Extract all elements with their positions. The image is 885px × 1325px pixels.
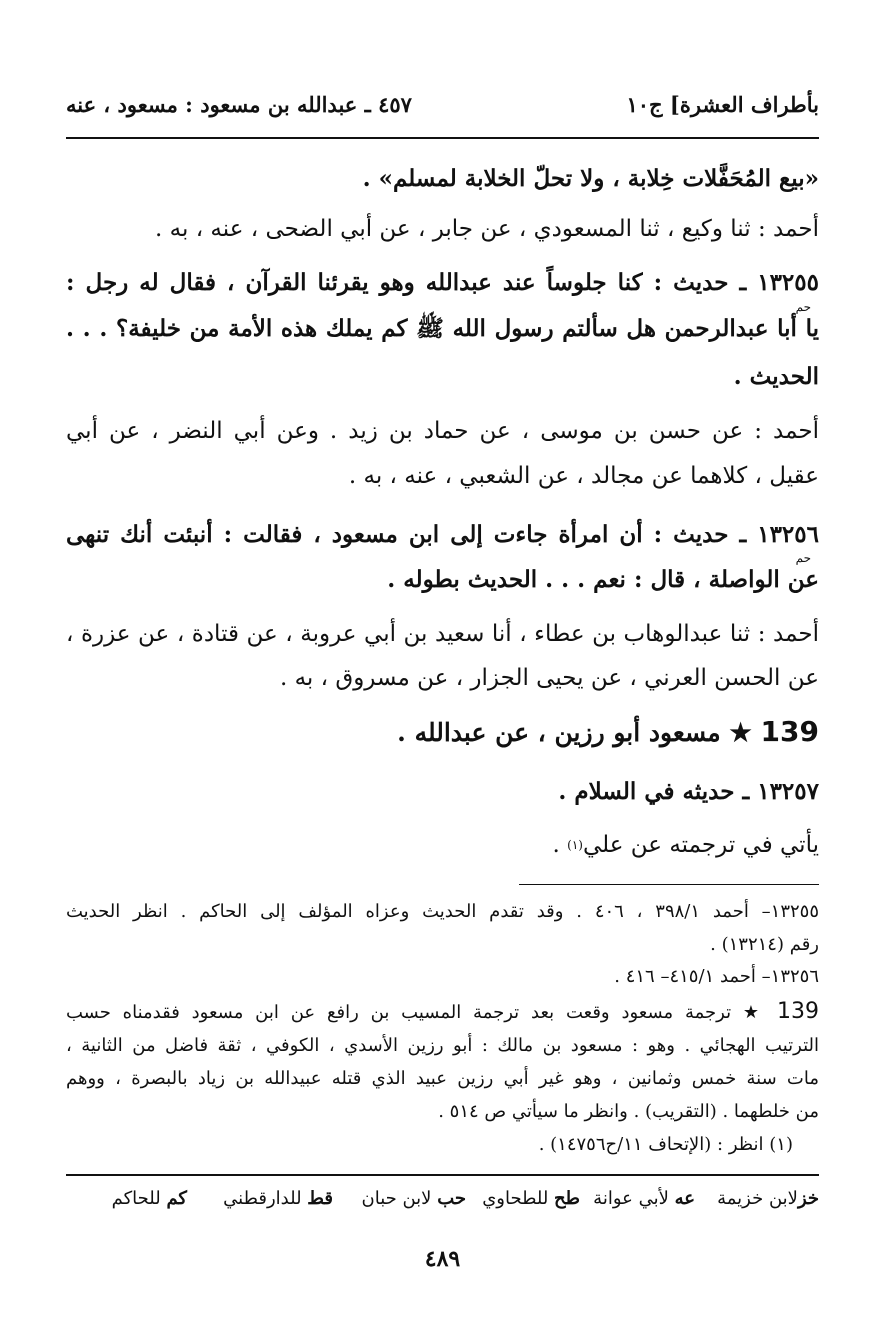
source-line: أحمد : عن حسن بن موسى ، عن حماد بن زيد . وعن أبي النضر ، عن أبي (66, 418, 819, 444)
header-section-title: ٤٥٧ ـ عبدالله بن مسعود : مسعود ، عنه (66, 92, 412, 117)
abbr-item (717, 1188, 819, 1209)
footnote-13255: ١٣٢٥٥– أحمد ٣٩٨/١ ، ٤٠٦ . وقد تقدم الحديث وعزاه المؤلف إلى الحاكم . انظر الحديث (66, 901, 819, 922)
abbr-desc: لابن حبان (361, 1188, 432, 1209)
narrator-entry-139 (66, 712, 819, 752)
abbr-key: عه (674, 1188, 695, 1209)
star-icon: ★ (729, 718, 752, 747)
narrator-name: مسعود أبو رزين ، عن عبدالله . (397, 718, 721, 747)
hadith-13256-line2: عن الواصلة ، قال : نعم . . . الحديث بطوله . (387, 566, 819, 593)
source-line: أحمد : ثنا عبدالوهاب بن عطاء ، أنا سعيد بن أبي عروبة ، عن قتادة ، عن عزرة ، (66, 621, 819, 647)
footnote-13256: ١٣٢٥٦– أحمد ٤١٥/١– ٤١٦ . (614, 966, 819, 987)
abbr-desc: للحاكم (111, 1188, 161, 1209)
footnote-139-cont: مات سنة خمس وثمانين ، وهو غير أبي رزين عبيد الذي قتله عبيدالله بن زياد بالبصرة ، ووهم (66, 1068, 819, 1089)
body-line: «بيع المُحَفَّلات خِلابة ، ولا تحلّ الخلابة لمسلم» . (362, 165, 819, 192)
abbr-desc: لابن خزيمة (717, 1188, 798, 1209)
abbreviation-key (66, 1188, 819, 1220)
abbr-desc: للدارقطني (223, 1188, 302, 1209)
footnote-rule (519, 884, 819, 885)
footnote-text: ترجمة مسعود وقعت بعد ترجمة المسيب بن رافع عن ابن مسعود فقدمناه حسب (66, 1002, 732, 1023)
cross-reference-line (66, 828, 819, 862)
abbr-key: خز (797, 1188, 819, 1209)
header-rule (66, 137, 819, 139)
abbr-desc: لأبي عوانة (593, 1188, 669, 1209)
footnote-number: 139 (777, 999, 819, 1024)
abbreviation-rule (66, 1174, 819, 1176)
footnote-ref[interactable]: (١) (567, 838, 583, 852)
footnote-139-cont: من خلطهما . (التقريب) . وانظر ما سيأتي ص ٥١٤ . (438, 1101, 819, 1122)
cross-reference-end: . (552, 832, 568, 858)
source-line: عقيل ، كلاهما عن مجالد ، عن الشعبي ، عنه ، به . (348, 463, 819, 489)
siglum-mark: حم (795, 551, 811, 565)
star-icon: ★ (742, 1002, 766, 1023)
hadith-13255-line3: الحديث . (733, 363, 819, 390)
hadith-13255-line1: ١٣٢٥٥ ـ حديث : كنا جلوساً عند عبدالله وهو يقرئنا القرآن ، فقال له رجل : (66, 269, 819, 296)
hadith-13255-line2: يا أبا عبدالرحمن هل سألتم رسول الله ﷺ كم يملك هذه الأمة من خليفة؟ . . . (66, 315, 819, 342)
narrator-number: 139 (760, 715, 819, 748)
hadith-13256-line1: ١٣٢٥٦ ـ حديث : أن امرأة جاءت إلى ابن مسعود ، فقالت : أنبئت أنك تنهى (66, 521, 819, 548)
footnote-139-cont: الترتيب الهجائي . وهو : مسعود بن مالك : أبو رزين الأسدي ، الكوفي ، ثقة فاضل من الثانية ، (66, 1035, 819, 1056)
cross-reference-text: يأتي في ترجمته عن علي (582, 832, 819, 858)
source-line: عن الحسن العرني ، عن يحيى الجزار ، عن مسروق ، به . (279, 665, 819, 691)
abbr-key: قط (307, 1188, 333, 1209)
abbr-item (593, 1188, 695, 1209)
footnote-13255-cont: رقم (١٣٢١٤) . (710, 934, 819, 955)
abbr-item (482, 1188, 580, 1209)
siglum-mark: حم (795, 300, 811, 314)
abbr-item (112, 1188, 187, 1209)
abbr-item (361, 1188, 466, 1209)
hadith-13257: ١٣٢٥٧ ـ حديثه في السلام . (558, 778, 819, 805)
abbr-key: كم (166, 1188, 187, 1209)
abbr-key: طح (554, 1188, 580, 1209)
footnote-139 (66, 997, 819, 1027)
abbr-item (223, 1188, 333, 1209)
abbr-desc: للطحاوي (482, 1188, 549, 1209)
source-line: أحمد : ثنا وكيع ، ثنا المسعودي ، عن جابر ، عن أبي الضحى ، عنه ، به . (155, 216, 819, 242)
footnote-1: (١) انظر : (الإتحاف ١١/ح١٤٧٥٦) . (538, 1134, 793, 1155)
header-book-title: بأطراف العشرة] ج١٠ (626, 92, 819, 117)
abbr-key: حب (437, 1188, 466, 1209)
page-number: ٤٨٩ (424, 1246, 461, 1272)
running-header (66, 92, 819, 122)
